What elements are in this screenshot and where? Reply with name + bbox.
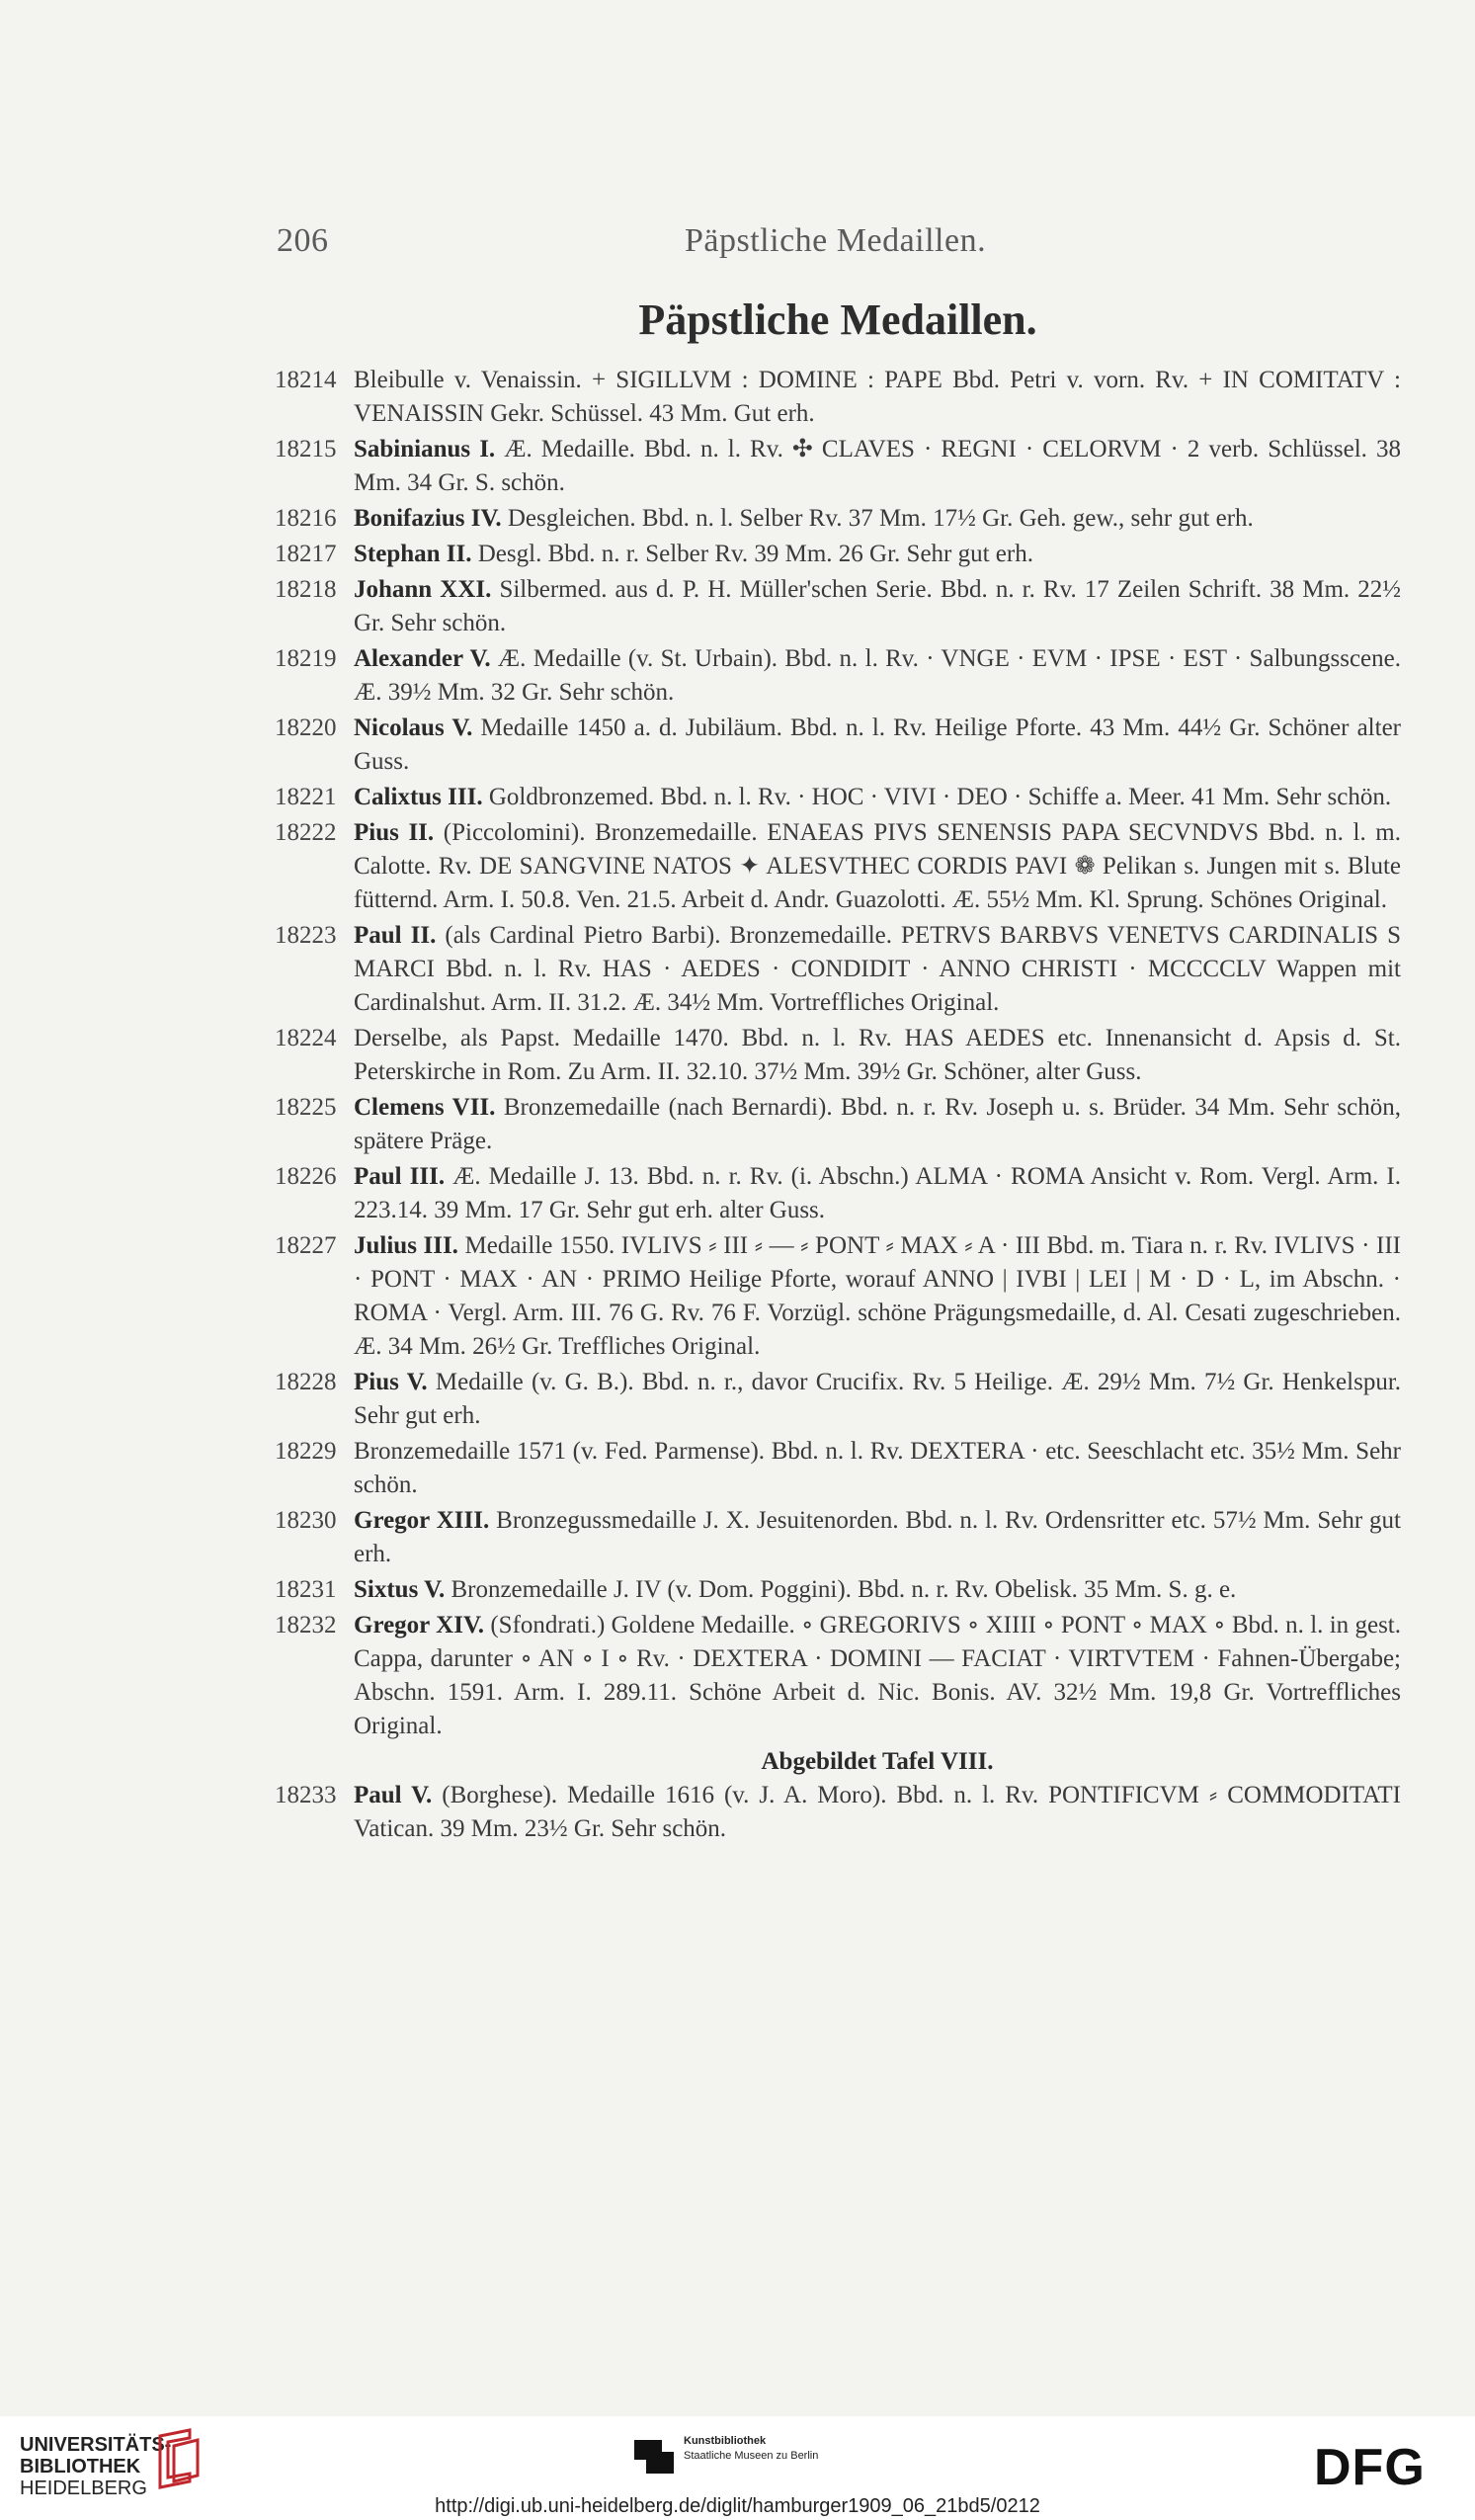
catalog-entry <box>275 1229 1401 1364</box>
catalog-entry <box>275 502 1401 536</box>
pope-name: Sixtus V. <box>354 1576 446 1603</box>
catalog-entry <box>275 1366 1401 1433</box>
pope-name: Stephan II. <box>354 541 472 567</box>
entry-description <box>354 1573 1401 1607</box>
entry-description <box>354 364 1401 431</box>
pope-name: Alexander V. <box>354 645 491 672</box>
entry-text: Medaille 1550. IVLIVS ⸗ III ⸗ — ⸗ PONT ⸗ MAX ⸗ A · III Bbd. m. Tiara n. r. Rv. IVLIVS · III · PONT · MAX · AN · PRIMO Heilige Pforte, worauf ANNO | IVBI | LEI | M · D · L, im Abschn. · ROMA · Vergl. Arm. III. 76 G. Rv. 76 F. Vorzügl. schöne Prägungsmedaille, d. Al. Cesati zugeschrieben. Æ. 34 Mm. 26½ Gr. Treffliches Original. <box>354 1232 1401 1360</box>
catalog-entry <box>275 919 1401 1020</box>
lot-number: 18221 <box>275 784 337 810</box>
catalog-entry <box>275 1022 1401 1089</box>
catalog-entry <box>275 1504 1401 1571</box>
catalog-entries <box>275 364 1401 1848</box>
entry-text: (Piccolomini). Bronzemedaille. ENAEAS PIVS SENENSIS PAPA SECVNDVS Bbd. n. l. m. Calotte. Rv. DE SANGVINE NATOS ✦ ALESVTHEC CORDIS PAVI ❁ Pelikan s. Jungen mit s. Blute fütternd. Arm. I. 50.8. Ven. 21.5. Arbeit d. Andr. Guazolotti. Æ. 55½ Mm. Kl. Sprung. Schönes Original. <box>354 819 1402 913</box>
lot-number: 18214 <box>275 367 337 393</box>
entry-text: (als Cardinal Pietro Barbi). Bronzemedaille. PETRVS BARBVS VENETVS CARDINALIS S MARCI Bbd. n. l. Rv. HAS · AEDES · CONDIDIT · ANNO CHRISTI · MCCCCLV Wappen mit Cardinalshut. Arm. II. 31.2. Æ. 34½ Mm. Vortreffliches Original. <box>354 922 1401 1016</box>
entry-text: Æ. Medaille J. 13. Bbd. n. r. Rv. (i. Abschn.) ALMA · ROMA Ansicht v. Rom. Vergl. Arm. I. 223.14. 39 Mm. 17 Gr. Sehr gut erh. alter Guss. <box>354 1163 1402 1223</box>
lot-number: 18215 <box>275 436 337 462</box>
ub-line-2: BIBLIOTHEK <box>20 2456 141 2478</box>
entry-description <box>354 712 1401 779</box>
pope-name: Pius V. <box>354 1369 428 1395</box>
kunstbibliothek-text <box>684 2434 818 2464</box>
pope-name: Nicolaus V. <box>354 714 473 741</box>
lot-number: 18223 <box>275 922 337 949</box>
catalog-entry <box>275 433 1401 500</box>
pope-name: Gregor XIII. <box>354 1507 490 1534</box>
pope-name: Paul V. <box>354 1782 433 1808</box>
catalog-entry <box>275 1779 1401 1846</box>
lot-number: 18227 <box>275 1232 337 1259</box>
entry-description <box>354 1366 1401 1433</box>
entry-text: Bronzemedaille (nach Bernardi). Bbd. n. r. Rv. Joseph u. s. Brüder. 34 Mm. Sehr schön, spätere Präge. <box>354 1094 1401 1154</box>
pope-name: Julius III. <box>354 1232 458 1259</box>
kunstbibliothek-logo-icon <box>632 2434 676 2478</box>
catalog-entry <box>275 1091 1401 1158</box>
entry-text: (Borghese). Medaille 1616 (v. J. A. Moro). Bbd. n. l. Rv. PONTIFICVM ⸗ COMMODITATI Vatican. 39 Mm. 23½ Gr. Sehr schön. <box>354 1782 1401 1842</box>
pope-name: Paul II. <box>354 922 437 949</box>
ub-heidelberg-logo-text <box>20 2434 171 2499</box>
entry-description <box>354 642 1401 710</box>
catalog-entry <box>275 573 1401 640</box>
entry-description <box>354 538 1401 571</box>
lot-number: 18217 <box>275 541 337 567</box>
entry-text: Bronzemedaille J. IV (v. Dom. Poggini). Bbd. n. r. Rv. Obelisk. 35 Mm. S. g. e. <box>451 1576 1237 1603</box>
entry-description <box>354 502 1401 536</box>
entry-description <box>354 573 1401 640</box>
entry-description <box>354 1022 1401 1089</box>
entry-description <box>354 1160 1401 1227</box>
pope-name: Sabinianus I. <box>354 436 496 462</box>
lot-number: 18230 <box>275 1507 337 1534</box>
pope-name: Johann XXI. <box>354 576 492 603</box>
lot-number: 18229 <box>275 1438 337 1465</box>
lot-number: 18222 <box>275 819 337 846</box>
ub-logo-icon <box>150 2428 205 2489</box>
entry-text: Bronzemedaille 1571 (v. Fed. Parmense). Bbd. n. l. Rv. DEXTERA · etc. Seeschlacht etc. 35½ Mm. Sehr schön. <box>354 1438 1401 1498</box>
pope-name: Gregor XIV. <box>354 1612 485 1638</box>
entry-text: Bronzegussmedaille J. X. Jesuitenorden. Bbd. n. l. Rv. Ordensritter etc. 57½ Mm. Sehr gut erh. <box>354 1507 1402 1567</box>
lot-number: 18219 <box>275 645 337 672</box>
lot-number: 18224 <box>275 1025 337 1051</box>
permalink-url[interactable]: http://digi.ub.uni-heidelberg.de/diglit/hamburger1909_06_21bd5/0212 <box>435 2495 1040 2517</box>
entry-text: Æ. Medaille (v. St. Urbain). Bbd. n. l. Rv. · VNGE · EVM · IPSE · EST · Salbungsscene. Æ. 39½ Mm. 32 Gr. Sehr schön. <box>354 645 1402 706</box>
kb-line-2: Staatliche Museen zu Berlin <box>684 2450 819 2462</box>
entry-description <box>354 1091 1401 1158</box>
catalog-entry <box>275 1435 1401 1502</box>
pope-name: Clemens VII. <box>354 1094 496 1121</box>
pope-name: Paul III. <box>354 1163 446 1190</box>
entry-text: Desgl. Bbd. n. r. Selber Rv. 39 Mm. 26 Gr. Sehr gut erh. <box>477 541 1033 567</box>
lot-number: 18225 <box>275 1094 337 1121</box>
entry-text: Silbermed. aus d. P. H. Müller'schen Serie. Bbd. n. r. Rv. 17 Zeilen Schrift. 38 Mm. 22½ Gr. Sehr schön. <box>354 576 1401 636</box>
entry-text: Desgleichen. Bbd. n. l. Selber Rv. 37 Mm. 17½ Gr. Geh. gew., sehr gut erh. <box>507 505 1254 532</box>
catalog-entry <box>275 1573 1401 1607</box>
plate-reference: Abgebildet Tafel VIII. <box>761 1748 994 1775</box>
entry-description <box>354 919 1401 1020</box>
entry-description <box>354 1779 1401 1846</box>
entry-description <box>354 433 1401 500</box>
entry-text: Medaille 1450 a. d. Jubiläum. Bbd. n. l. Rv. Heilige Pforte. 43 Mm. 44½ Gr. Schöner alter Guss. <box>354 714 1401 775</box>
ub-line-1: UNIVERSITÄTS- <box>20 2434 172 2456</box>
pope-name: Calixtus III. <box>354 784 483 810</box>
entry-description <box>354 781 1401 814</box>
lot-number: 18232 <box>275 1612 337 1638</box>
lot-number: 18218 <box>275 576 337 603</box>
entry-description <box>354 1435 1401 1502</box>
entry-text: Goldbronzemed. Bbd. n. l. Rv. · HOC · VIVI · DEO · Schiffe a. Meer. 41 Mm. Sehr schön. <box>488 784 1392 810</box>
lot-number: 18220 <box>275 714 337 741</box>
entry-text: (Sfondrati.) Goldene Medaille. ∘ GREGORIVS ∘ XIIII ∘ PONT ∘ MAX ∘ Bbd. n. l. in gest. Cappa, darunter ∘ AN ∘ I ∘ Rv. · DEXTERA · DOMINI — FACIAT · VIRTVTEM · Fahnen-Übergabe; Abschn. 1591. Arm. I. 289.11. Schöne Arbeit d. Nic. Bonis. AV. 32½ Mm. 19,8 Gr. Vortreffliches Original. <box>354 1612 1402 1739</box>
footer-bar <box>0 2416 1475 2520</box>
entry-text: Æ. Medaille. Bbd. n. l. Rv. ✣ CLAVES · REGNI · CELORVM · 2 verb. Schlüssel. 38 Mm. 34 Gr. S. schön. <box>354 436 1401 496</box>
catalog-entry <box>275 1609 1401 1743</box>
entry-text: Bleibulle v. Venaissin. + SIGILLVM : DOMINE : PAPE Bbd. Petri v. vorn. Rv. + IN COMITATV : VENAISSIN Gekr. Schüssel. 43 Mm. Gut erh. <box>354 367 1401 427</box>
pope-name: Bonifazius IV. <box>354 505 502 532</box>
ub-line-3: HEIDELBERG <box>20 2478 147 2499</box>
lot-number: 18226 <box>275 1163 337 1190</box>
catalog-entry <box>275 642 1401 710</box>
running-title: Päpstliche Medaillen. <box>685 222 987 259</box>
pope-name: Pius II. <box>354 819 435 846</box>
lot-number: 18228 <box>275 1369 337 1395</box>
lot-number: 18231 <box>275 1576 337 1603</box>
lot-number: 18216 <box>275 505 337 532</box>
page-number: 206 <box>277 222 329 259</box>
entry-description <box>354 1504 1401 1571</box>
catalog-entry <box>275 538 1401 571</box>
entry-description <box>354 1229 1401 1364</box>
entry-description <box>354 1609 1401 1743</box>
kb-line-1: Kunstbibliothek <box>684 2435 767 2447</box>
catalog-entry <box>275 712 1401 779</box>
entry-description <box>354 816 1401 917</box>
lot-number: 18233 <box>275 1782 337 1808</box>
catalog-entry <box>275 364 1401 431</box>
entry-text: Derselbe, als Papst. Medaille 1470. Bbd. n. l. Rv. HAS AEDES etc. Innenansicht d. Apsis d. St. Peterskirche in Rom. Zu Arm. II. 32.10. 37½ Mm. 39½ Gr. Schöner, alter Guss. <box>354 1025 1401 1085</box>
catalog-entry <box>275 816 1401 917</box>
dfg-logo: DFG <box>1314 2439 1426 2496</box>
catalog-entry <box>275 781 1401 814</box>
entry-text: Medaille (v. G. B.). Bbd. n. r., davor Crucifix. Rv. 5 Heilige. Æ. 29½ Mm. 7½ Gr. Henkelspur. Sehr gut erh. <box>354 1369 1402 1429</box>
catalog-entry <box>275 1160 1401 1227</box>
section-title: Päpstliche Medaillen. <box>638 295 1037 344</box>
